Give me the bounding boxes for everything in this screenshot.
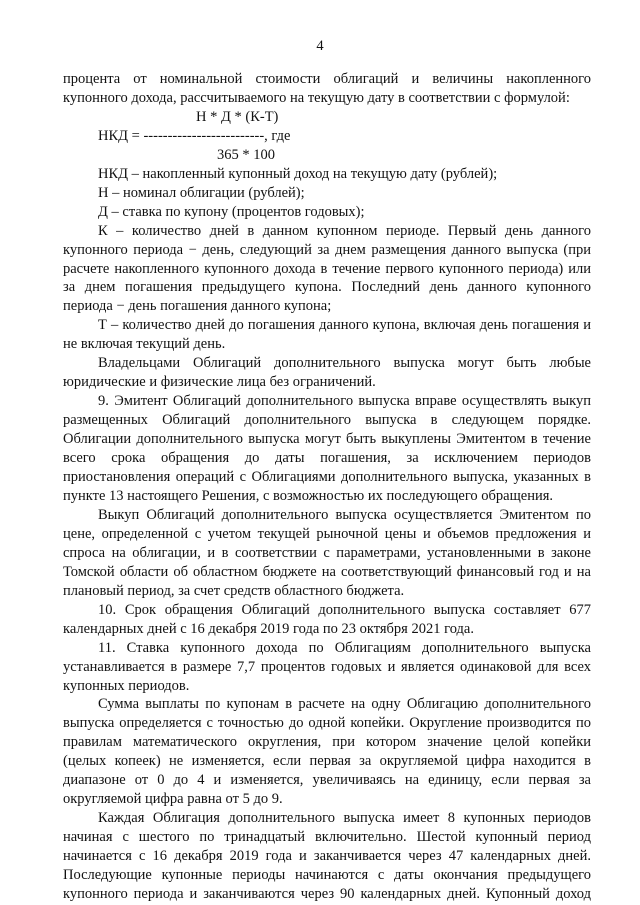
text-line: за днем погашения предыдущего купона. Последний день данного купонного bbox=[63, 279, 591, 295]
formula-line: НКД = -------------------------, где bbox=[98, 128, 291, 144]
text-line: не включая текущий день. bbox=[63, 336, 226, 352]
text-line: купонного периода − день, следующий за днем размещения данного выпуска (при bbox=[63, 242, 591, 258]
text-line: начиная с шестого по тринадцатый включительно. Шестой купонный период bbox=[63, 829, 591, 845]
text-line: (целых копеек) не изменяется, если первая за округляемой цифра находится в bbox=[63, 753, 591, 769]
text-line: всего срока обращения до даты погашения, за исключением периодов bbox=[63, 450, 591, 466]
paragraph-start: Каждая Облигация дополнительного выпуска имеет 8 купонных периодов bbox=[98, 810, 591, 826]
definition-line: Н – номинал облигации (рублей); bbox=[98, 185, 305, 201]
formula-numerator: Н * Д * (К-Т) bbox=[196, 109, 279, 125]
paragraph-start: Сумма выплаты по купонам в расчете на одну Облигацию дополнительного bbox=[98, 696, 591, 712]
definition-line: К – количество дней в данном купонном периоде. Первый день данного bbox=[98, 223, 591, 239]
text-line: календарных дней с 16 декабря 2019 года по 23 октября 2021 года. bbox=[63, 621, 474, 637]
text-line: пункте 13 настоящего Решения, с возможностью их последующего обращения. bbox=[63, 488, 554, 504]
text-line: размещенных Облигаций дополнительного выпуска в следующем порядке. bbox=[63, 412, 591, 428]
definition-line: НКД – накопленный купонный доход на текущую дату (рублей); bbox=[98, 166, 498, 182]
text-line: Последующие купонные периоды начинаются с даты окончания предыдущего bbox=[63, 867, 591, 883]
text-line: периода − день погашения данного купона; bbox=[63, 298, 332, 314]
text-line: юридические и физические лица без ограничений. bbox=[63, 374, 376, 390]
text-line: приостановления операций с Облигациями дополнительного выпуска, указанных в bbox=[63, 469, 591, 485]
text-line: выпуска определяется с точностью до одной копейки. Округление производится по bbox=[63, 715, 591, 731]
text-line: Облигации дополнительного выпуска могут быть выкуплены Эмитентом в течение bbox=[63, 431, 591, 447]
text-line: купонных периодов. bbox=[63, 678, 190, 694]
text-line: купонного дохода, рассчитываемого на текущую дату в соответствии с формулой: bbox=[63, 90, 570, 106]
text-line: начинается с 16 декабря 2019 года и заканчивается через 47 календарных дней. bbox=[63, 848, 591, 864]
text-line: плановый период, за счет средств областного бюджета. bbox=[63, 583, 405, 599]
paragraph-start: 9. Эмитент Облигаций дополнительного выпуска вправе осуществлять выкуп bbox=[98, 393, 591, 409]
text-line: диапазоне от 0 до 4 и изменяется, увеличиваясь на единицу, если первая за bbox=[63, 772, 591, 788]
text-line: устанавливается в размере 7,7 процентов годовых и является одинаковой для всех bbox=[63, 659, 591, 675]
text-line: Томской области об областном бюджете на соответствующий финансовый год и на bbox=[63, 564, 591, 580]
formula-denominator: 365 * 100 bbox=[217, 147, 275, 163]
definition-line: Т – количество дней до погашения данного купона, включая день погашения и bbox=[98, 317, 591, 333]
definition-line: Д – ставка по купону (процентов годовых); bbox=[98, 204, 365, 220]
text-line: спроса на облигации, и в соответствии с параметрами, установленными в законе bbox=[63, 545, 591, 561]
text-line: правилам математического округления, при котором значение целой копейки bbox=[63, 734, 591, 750]
text-line: расчете накопленного купонного дохода в течение первого купонного периода) или bbox=[63, 261, 591, 277]
paragraph-start: 10. Срок обращения Облигаций дополнительного выпуска составляет 677 bbox=[98, 602, 591, 618]
page-number: 4 bbox=[316, 38, 324, 54]
text-line: купонного периода и заканчиваются через 90 календарных дней. Купонный доход bbox=[63, 886, 591, 902]
paragraph-start: Выкуп Облигаций дополнительного выпуска осуществляется Эмитентом по bbox=[98, 507, 591, 523]
text-line: процента от номинальной стоимости облигаций и величины накопленного bbox=[63, 71, 591, 87]
text-line: округляемой цифра равна от 5 до 9. bbox=[63, 791, 283, 807]
text-line: цене, определенной с учетом текущей рыночной цены и объемов предложения и bbox=[63, 526, 591, 542]
paragraph-start: 11. Ставка купонного дохода по Облигациям дополнительного выпуска bbox=[98, 640, 591, 656]
paragraph-start: Владельцами Облигаций дополнительного выпуска могут быть любые bbox=[98, 355, 591, 371]
